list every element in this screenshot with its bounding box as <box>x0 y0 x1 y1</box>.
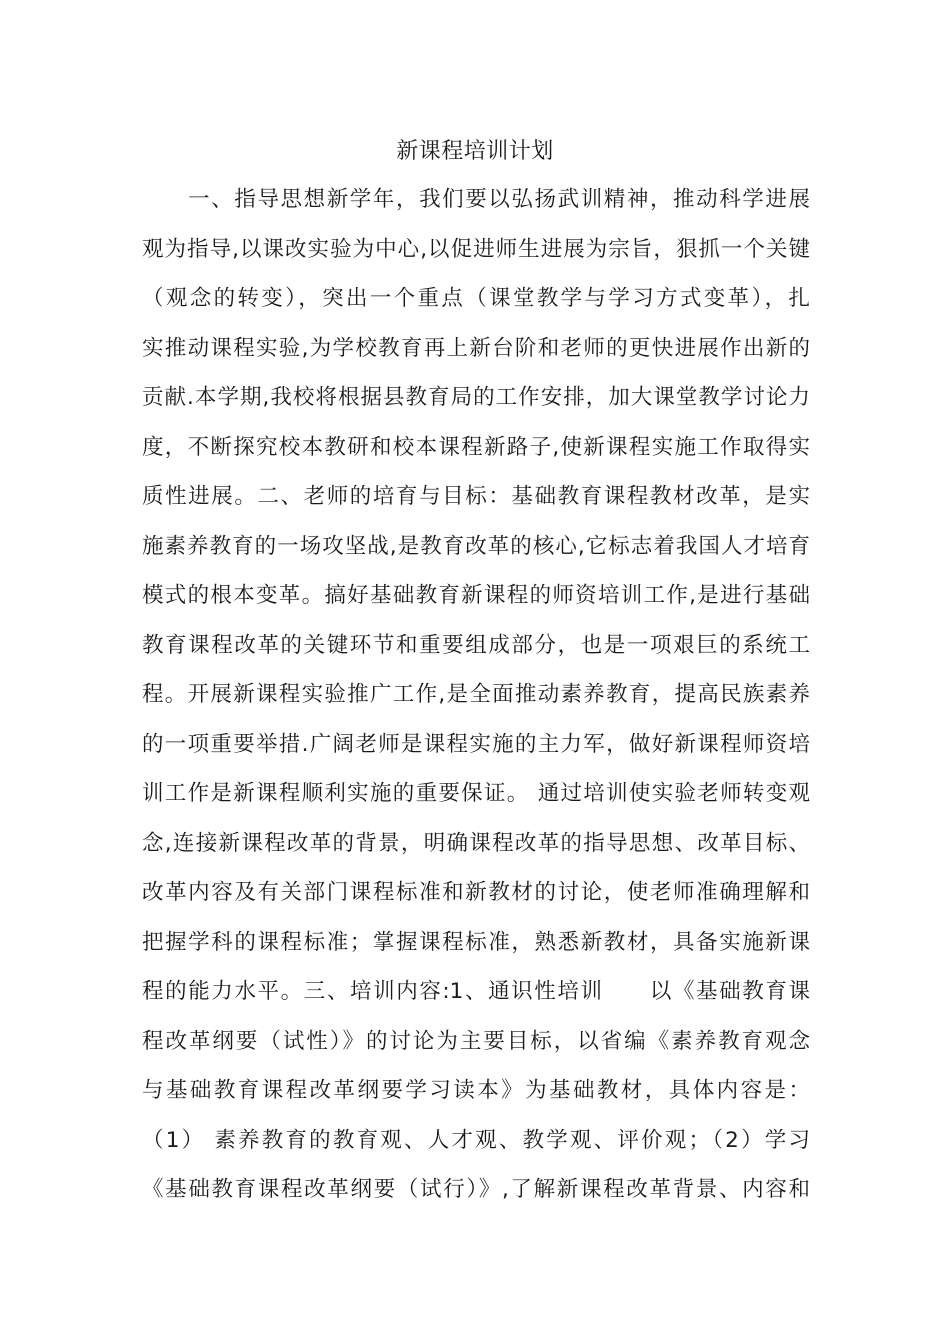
body-line: 程的能力水平。三、培训内容:1、通识性培训 以《基础教育课 <box>142 979 810 1004</box>
body-line: （观念的转变），突出一个重点（课堂教学与学习方式变革），扎 <box>142 286 810 311</box>
body-line: 改革内容及有关部门课程标准和新教材的讨论，使老师准确理解和 <box>142 880 810 905</box>
body-line: （1） 素养教育的教育观、人才观、教学观、评价观；（2）学习 <box>142 1127 810 1153</box>
body-line: 念,连接新课程改革的背景，明确课程改革的指导思想、改革目标、 <box>142 830 810 856</box>
body-line: 的一项重要举措.广阔老师是课程实施的主力军，做好新课程师资培 <box>142 731 810 757</box>
body-line: 教育课程改革的关键环节和重要组成部分，也是一项艰巨的系统工 <box>142 632 810 658</box>
body-line: 《基础教育课程改革纲要（试行）》,了解新课程改革背景、内容和 <box>142 1177 810 1202</box>
body-line: 把握学科的课程标准；掌握课程标准，熟悉新教材，具备实施新课 <box>142 929 810 955</box>
body-line: 一、指导思想新学年，我们要以弘扬武训精神，推动科学进展 <box>142 187 810 212</box>
body-line: 程改革纲要（试性）》的讨论为主要目标，以省编《素养教育观念 <box>142 1028 810 1054</box>
body-line: 观为指导,以课改实验为中心,以促进师生进展为宗旨，狠抓一个关键 <box>142 236 810 262</box>
document-title: 新课程培训计划 <box>396 139 554 164</box>
body-line: 程。开展新课程实验推广工作,是全面推动素养教育，提高民族素养 <box>142 682 810 707</box>
body-line: 实推动课程实验,为学校教育再上新台阶和老师的更快进展作出新的 <box>142 335 810 361</box>
body-line: 训工作是新课程顺利实施的重要保证。 通过培训使实验老师转变观 <box>142 781 810 806</box>
body-line: 施素养教育的一场攻坚战,是教育改革的核心,它标志着我国人才培育 <box>142 533 810 559</box>
document-body <box>142 180 810 1220</box>
body-line: 与基础教育课程改革纲要学习读本》为基础教材，具体内容是： <box>142 1078 810 1103</box>
body-line: 度，不断探究校本教研和校本课程新路子,使新课程实施工作取得实 <box>142 434 810 460</box>
body-line: 贡献.本学期,我校将根据县教育局的工作安排，加大课堂教学讨论力 <box>142 385 810 410</box>
body-line: 质性进展。二、老师的培育与目标：基础教育课程教材改革，是实 <box>142 484 810 509</box>
body-line: 模式的根本变革。搞好基础教育新课程的师资培训工作,是进行基础 <box>142 583 810 608</box>
